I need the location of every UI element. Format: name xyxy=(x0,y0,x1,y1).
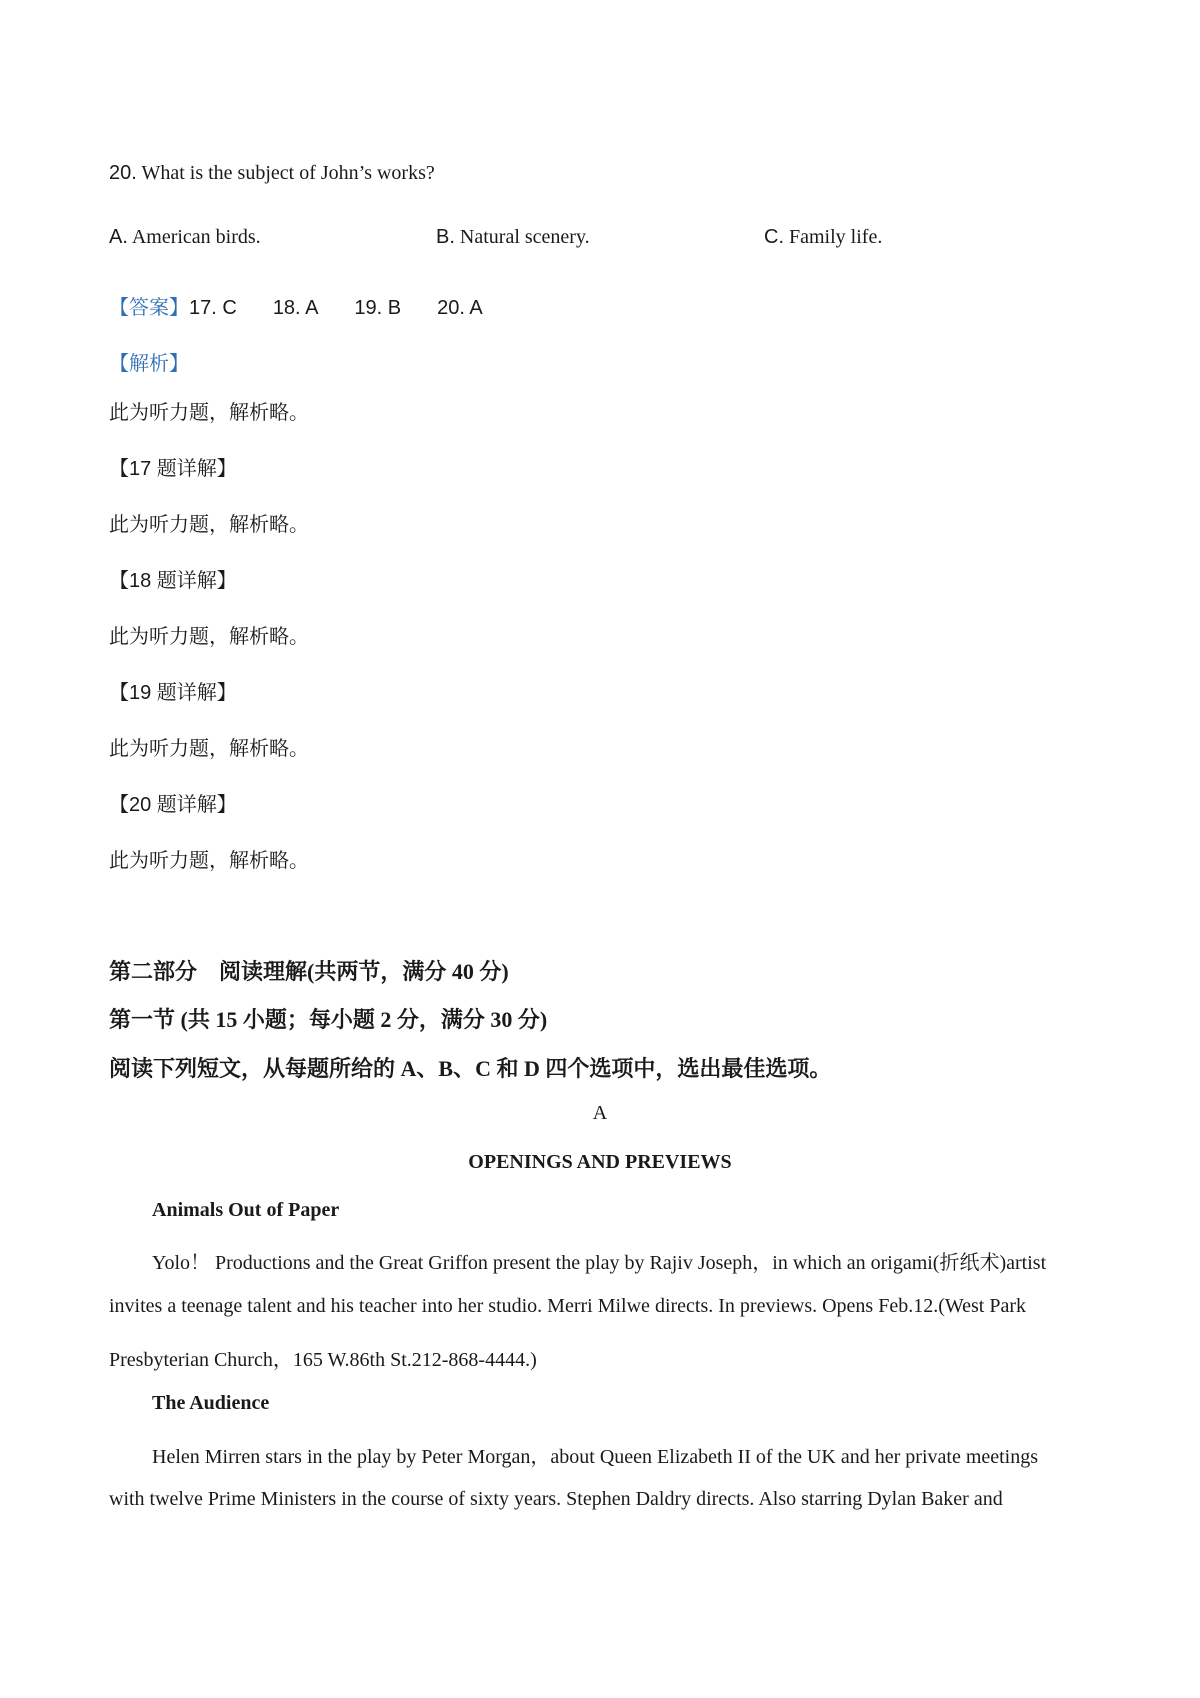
option-b xyxy=(436,226,590,249)
option-letter: A. xyxy=(109,226,128,248)
item2-line: with twelve Prime Ministers in the course of sixty years. Stephen Daldry directs. Also starring Dylan Baker and xyxy=(109,1488,1003,1510)
answer-item: 17. C xyxy=(189,297,237,319)
item1-title: Animals Out of Paper xyxy=(152,1199,340,1221)
item1-line: Yolo！ Productions and the Great Griffon present the play by Rajiv Joseph，in which an origami(折纸术)artist xyxy=(152,1252,1047,1274)
option-c xyxy=(764,226,882,249)
answer-item: 20. A xyxy=(437,297,483,319)
item2-line: Helen Mirren stars in the play by Peter Morgan，about Queen Elizabeth II of the UK and her private meetings xyxy=(152,1446,1039,1468)
option-letter: C. xyxy=(764,226,784,248)
analysis-general: 此为听力题，解析略。 xyxy=(109,402,309,424)
passage-title: OPENINGS AND PREVIEWS xyxy=(468,1151,732,1173)
question-stem: What is the subject of John’s works? xyxy=(141,162,435,184)
item1-line: invites a teenage talent and his teacher into her studio. Merri Milwe directs. In previews. Opens Feb.12.(West Park xyxy=(109,1295,1027,1317)
part2-heading: 第二部分 阅读理解(共两节，满分 40 分) xyxy=(109,959,509,984)
answer-item: 18. A xyxy=(272,297,319,319)
question-20 xyxy=(109,162,435,185)
item1-line: Presbyterian Church，165 W.86th St.212-868-4444.) xyxy=(109,1349,537,1371)
detail-text-17: 此为听力题，解析略。 xyxy=(109,514,309,536)
option-letter: B. xyxy=(436,226,455,248)
detail-title-19: 【19 题详解】 xyxy=(109,682,237,704)
detail-text-18: 此为听力题，解析略。 xyxy=(109,626,309,648)
detail-title-17: 【17 题详解】 xyxy=(109,458,237,480)
detail-text-19: 此为听力题，解析略。 xyxy=(109,738,309,760)
instruction: 阅读下列短文，从每题所给的 A、B、C 和 D 四个选项中，选出最佳选项。 xyxy=(109,1056,832,1081)
detail-text-20: 此为听力题，解析略。 xyxy=(109,850,309,872)
option-text: Family life. xyxy=(789,226,883,248)
passage-letter: A xyxy=(592,1102,608,1124)
option-text: Natural scenery. xyxy=(459,226,590,248)
option-a xyxy=(109,226,261,249)
detail-title-20: 【20 题详解】 xyxy=(109,794,237,816)
section1-heading: 第一节 (共 15 小题；每小题 2 分，满分 30 分) xyxy=(109,1007,548,1032)
analysis-label: 【解析】 xyxy=(109,353,189,375)
detail-title-18: 【18 题详解】 xyxy=(109,570,237,592)
answer-line xyxy=(109,291,519,320)
answer-label: 【答案】 xyxy=(109,297,189,319)
answer-item: 19. B xyxy=(354,297,402,319)
option-text: American birds. xyxy=(131,226,261,248)
item2-title: The Audience xyxy=(152,1392,270,1414)
question-number: 20. xyxy=(109,162,137,184)
